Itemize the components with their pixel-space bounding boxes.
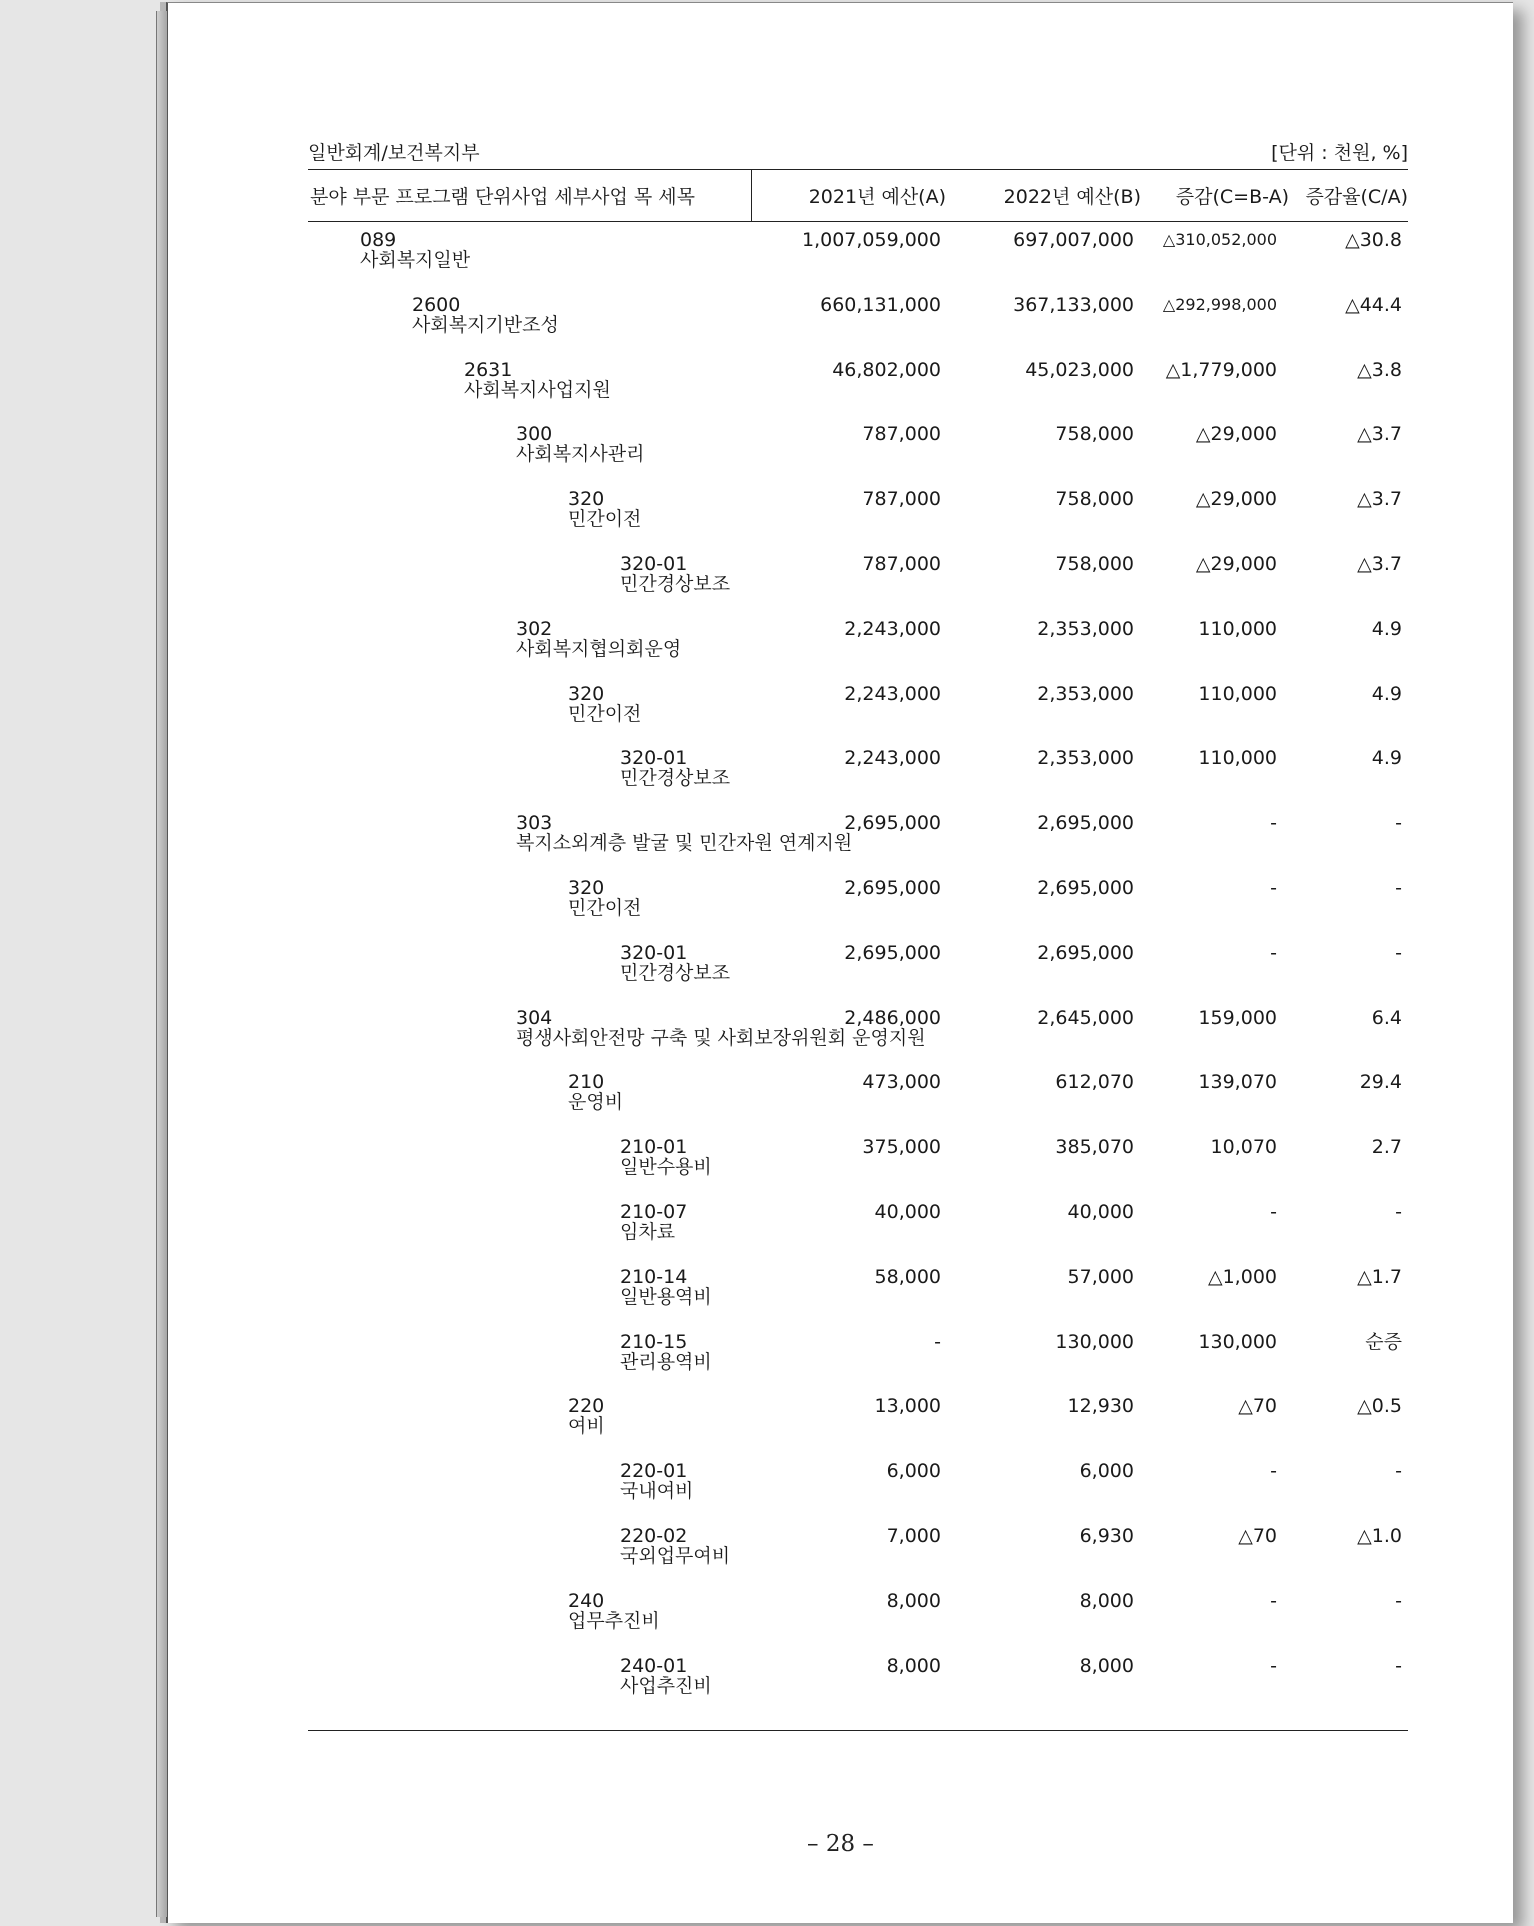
- change-value: 110,000: [1198, 617, 1277, 640]
- budget-2021-value: 46,802,000: [832, 358, 941, 381]
- budget-2021-value: -: [934, 1330, 941, 1353]
- budget-2022-value: 2,353,000: [1037, 617, 1134, 640]
- item-code: 220-02: [620, 1524, 688, 1547]
- table-row: [308, 360, 1408, 425]
- budget-2022-value: 758,000: [1055, 488, 1134, 511]
- budget-2021-value: 2,695,000: [844, 812, 941, 835]
- item-name: 사회복지기반조성: [412, 313, 559, 336]
- budget-2021-value: 8,000: [886, 1654, 941, 1677]
- item-name: 업무추진비: [568, 1609, 660, 1632]
- table-row: [308, 1008, 1408, 1073]
- rate-value: 6.4: [1371, 1006, 1402, 1029]
- rate-value: -: [1395, 1589, 1402, 1612]
- rate-value: △44.4: [1345, 293, 1402, 316]
- rate-value: △3.7: [1357, 423, 1402, 446]
- budget-2022-value: 45,023,000: [1025, 358, 1134, 381]
- table-row: [308, 813, 1408, 878]
- header-budget-2021: 2021년 예산(A): [808, 186, 946, 208]
- budget-2021-value: 473,000: [862, 1071, 941, 1094]
- change-value: -: [1270, 812, 1277, 835]
- budget-2022-value: 2,695,000: [1037, 876, 1134, 899]
- budget-2021-value: 2,695,000: [844, 941, 941, 964]
- item-name: 일반수용비: [620, 1156, 712, 1179]
- change-value: 110,000: [1198, 682, 1277, 705]
- table-row: [308, 684, 1408, 749]
- table-row: [308, 1332, 1408, 1397]
- table-row: [308, 554, 1408, 619]
- item-code: 240-01: [620, 1654, 688, 1677]
- change-value: 10,070: [1210, 1136, 1277, 1159]
- item-name: 국내여비: [620, 1480, 694, 1503]
- rate-value: 순증: [1365, 1330, 1402, 1353]
- item-name: 민간이전: [568, 508, 642, 531]
- item-name: 민간경상보조: [620, 572, 731, 595]
- budget-2021-value: 2,695,000: [844, 876, 941, 899]
- table-row: [308, 1396, 1408, 1461]
- budget-2021-value: 787,000: [862, 552, 941, 575]
- rate-value: △30.8: [1345, 229, 1402, 251]
- table-row: [308, 295, 1408, 360]
- document-header: [308, 133, 1408, 169]
- item-code: 320-01: [620, 747, 688, 770]
- table-row: [308, 1461, 1408, 1526]
- rate-value: -: [1395, 1460, 1402, 1483]
- item-code: 2600: [412, 293, 461, 316]
- item-code: 320: [568, 682, 605, 705]
- change-value: -: [1270, 1654, 1277, 1677]
- table-body: [308, 222, 1408, 1731]
- rate-value: △3.8: [1357, 358, 1402, 381]
- item-name: 민간이전: [568, 702, 642, 725]
- change-value: -: [1270, 941, 1277, 964]
- budget-2022-value: 2,695,000: [1037, 812, 1134, 835]
- rate-value: -: [1395, 1654, 1402, 1677]
- rate-value: 2.7: [1371, 1136, 1402, 1159]
- budget-2021-value: 13,000: [874, 1395, 941, 1418]
- budget-2021-value: 2,486,000: [844, 1006, 941, 1029]
- item-name: 관리용역비: [620, 1350, 712, 1373]
- change-value: 130,000: [1198, 1330, 1277, 1353]
- budget-2021-value: 7,000: [886, 1524, 941, 1547]
- rate-value: 4.9: [1371, 617, 1402, 640]
- change-value: -: [1270, 1460, 1277, 1483]
- budget-2021-value: 40,000: [874, 1200, 941, 1223]
- table-row: [308, 1202, 1408, 1267]
- item-code: 210: [568, 1071, 605, 1094]
- table-row: [308, 424, 1408, 489]
- table-row: [308, 619, 1408, 684]
- budget-2022-value: 2,645,000: [1037, 1006, 1134, 1029]
- account-department-label: 일반회계/보건복지부: [308, 142, 480, 164]
- document-page: [166, 2, 1513, 1923]
- item-code: 210-01: [620, 1136, 688, 1159]
- change-value: △70: [1238, 1395, 1277, 1418]
- budget-2022-value: 367,133,000: [1013, 293, 1134, 316]
- change-value: -: [1270, 876, 1277, 899]
- header-category: 분야 부문 프로그램 단위사업 세부사업 목 세목: [308, 170, 752, 221]
- item-code: 240: [568, 1589, 605, 1612]
- budget-2021-value: 1,007,059,000: [801, 229, 941, 251]
- item-code: 300: [516, 423, 553, 446]
- table-row: [308, 489, 1408, 554]
- budget-2022-value: 612,070: [1055, 1071, 1134, 1094]
- budget-2022-value: 40,000: [1067, 1200, 1134, 1223]
- item-code: 220: [568, 1395, 605, 1418]
- budget-2022-value: 6,000: [1079, 1460, 1134, 1483]
- budget-2022-value: 8,000: [1079, 1589, 1134, 1612]
- item-code: 320: [568, 488, 605, 511]
- budget-2021-value: 58,000: [874, 1265, 941, 1288]
- budget-2022-value: 697,007,000: [1013, 229, 1134, 251]
- change-value: △70: [1238, 1524, 1277, 1547]
- item-code: 089: [360, 229, 397, 251]
- change-value: -: [1270, 1200, 1277, 1223]
- budget-2022-value: 2,695,000: [1037, 941, 1134, 964]
- item-code: 303: [516, 812, 553, 835]
- budget-2021-value: 375,000: [862, 1136, 941, 1159]
- item-code: 320-01: [620, 941, 688, 964]
- item-name: 임차료: [620, 1220, 676, 1243]
- rate-value: -: [1395, 812, 1402, 835]
- table-row: [308, 1267, 1408, 1332]
- header-budget-2022: 2022년 예산(B): [1003, 186, 1141, 208]
- item-name: 민간이전: [568, 896, 642, 919]
- table-header: [308, 169, 1408, 222]
- rate-value: △1.7: [1357, 1265, 1402, 1288]
- budget-2021-value: 2,243,000: [844, 747, 941, 770]
- change-value: -: [1270, 1589, 1277, 1612]
- rate-value: △1.0: [1357, 1524, 1402, 1547]
- item-name: 복지소외계층 발굴 및 민간자원 연계지원: [516, 832, 853, 855]
- change-value: 139,070: [1198, 1071, 1277, 1094]
- budget-2022-value: 130,000: [1055, 1330, 1134, 1353]
- budget-2022-value: 57,000: [1067, 1265, 1134, 1288]
- item-name: 사회복지일반: [360, 249, 471, 271]
- budget-2021-value: 787,000: [862, 423, 941, 446]
- budget-2022-value: 758,000: [1055, 552, 1134, 575]
- table-row: [308, 943, 1408, 1008]
- rate-value: -: [1395, 1200, 1402, 1223]
- item-name: 사회복지사업지원: [464, 378, 611, 401]
- item-name: 민간경상보조: [620, 961, 731, 984]
- budget-2021-value: 2,243,000: [844, 682, 941, 705]
- item-code: 2631: [464, 358, 513, 381]
- item-code: 304: [516, 1006, 553, 1029]
- budget-2021-value: 8,000: [886, 1589, 941, 1612]
- item-name: 민간경상보조: [620, 767, 731, 790]
- table-row: [308, 1656, 1408, 1721]
- table-row: [308, 1137, 1408, 1202]
- rate-value: -: [1395, 876, 1402, 899]
- budget-2021-value: 6,000: [886, 1460, 941, 1483]
- rate-value: 29.4: [1359, 1071, 1402, 1094]
- table-row: [308, 748, 1408, 813]
- item-code: 302: [516, 617, 553, 640]
- rate-value: △0.5: [1357, 1395, 1402, 1418]
- change-value: △1,000: [1207, 1265, 1277, 1288]
- header-change: 증감(C=B-A): [1175, 186, 1289, 208]
- table-row: [308, 230, 1408, 295]
- budget-2022-value: 385,070: [1055, 1136, 1134, 1159]
- item-code: 320: [568, 876, 605, 899]
- budget-2022-value: 2,353,000: [1037, 682, 1134, 705]
- item-name: 사업추진비: [620, 1674, 712, 1697]
- table-row: [308, 878, 1408, 943]
- budget-2022-value: 2,353,000: [1037, 747, 1134, 770]
- budget-2021-value: 660,131,000: [820, 293, 941, 316]
- budget-2022-value: 758,000: [1055, 423, 1134, 446]
- change-value: 159,000: [1198, 1006, 1277, 1029]
- budget-2022-value: 12,930: [1067, 1395, 1134, 1418]
- budget-2022-value: 8,000: [1079, 1654, 1134, 1677]
- change-value: 110,000: [1198, 747, 1277, 770]
- budget-document: [308, 133, 1408, 1731]
- item-code: 210-07: [620, 1200, 688, 1223]
- table-row: [308, 1591, 1408, 1656]
- budget-2021-value: 787,000: [862, 488, 941, 511]
- item-name: 일반용역비: [620, 1285, 712, 1308]
- item-name: 사회복지사관리: [516, 443, 645, 466]
- table-row: [308, 1072, 1408, 1137]
- rate-value: 4.9: [1371, 747, 1402, 770]
- item-code: 210-15: [620, 1330, 688, 1353]
- change-value: △310,052,000: [1162, 230, 1277, 249]
- item-code: 320-01: [620, 552, 688, 575]
- page-number: – 28 –: [807, 1831, 874, 1857]
- change-value: △1,779,000: [1165, 358, 1277, 381]
- budget-2021-value: 2,243,000: [844, 617, 941, 640]
- unit-label: [단위 : 천원, %]: [1271, 142, 1408, 164]
- change-value: △29,000: [1195, 552, 1277, 575]
- item-name: 운영비: [568, 1091, 624, 1114]
- item-name: 평생사회안전망 구축 및 사회보장위원회 운영지원: [516, 1026, 926, 1049]
- item-name: 여비: [568, 1415, 605, 1438]
- header-rate: 증감율(C/A): [1305, 186, 1408, 208]
- rate-value: -: [1395, 941, 1402, 964]
- change-value: △29,000: [1195, 488, 1277, 511]
- item-code: 210-14: [620, 1265, 688, 1288]
- change-value: △292,998,000: [1162, 294, 1277, 314]
- table-row: [308, 1526, 1408, 1591]
- item-code: 220-01: [620, 1460, 688, 1483]
- change-value: △29,000: [1195, 423, 1277, 446]
- rate-value: △3.7: [1357, 488, 1402, 511]
- item-name: 국외업무여비: [620, 1544, 731, 1567]
- rate-value: △3.7: [1357, 552, 1402, 575]
- budget-2022-value: 6,930: [1079, 1524, 1134, 1547]
- item-name: 사회복지협의회운영: [516, 637, 682, 660]
- rate-value: 4.9: [1371, 682, 1402, 705]
